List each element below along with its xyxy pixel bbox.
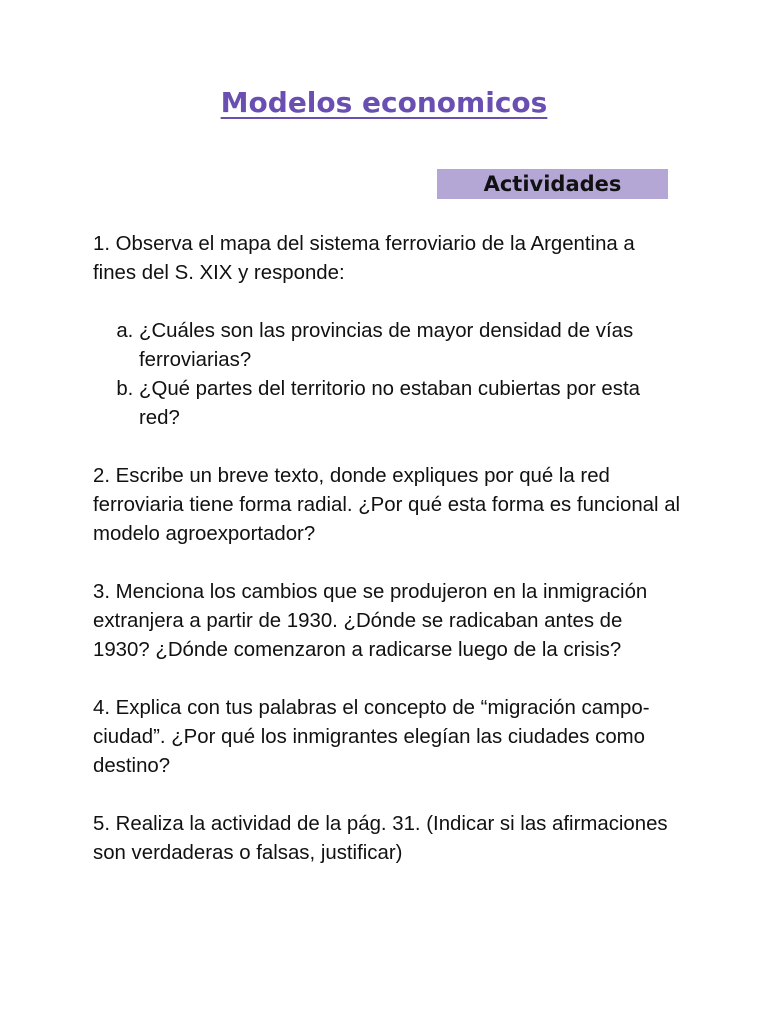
question-4: 4. Explica con tus palabras el concepto de “migración campo- ciudad”. ¿Por qué los inmigrantes elegían las ciudades como destino? <box>93 697 650 777</box>
page-title: Modelos economicos <box>220 86 548 119</box>
question-5: 5. Realiza la actividad de la pág. 31. (Indicar si las afirmaciones son verdaderas o falsas, justificar) <box>93 813 668 864</box>
question-3: 3. Menciona los cambios que se produjeron en la inmigración extranjera a partir de 1930. ¿Dónde se radicaban antes de 1930? ¿Dónde comenzaron a radicarse luego de la crisis? <box>93 581 648 661</box>
question-1: 1. Observa el mapa del sistema ferroviario de la Argentina a fines del S. XIX y responde: <box>93 233 635 284</box>
question-1-sublist <box>93 317 683 433</box>
question-2: 2. Escribe un breve texto, donde expliques por qué la red ferroviaria tiene forma radial. ¿Por qué esta forma es funcional al modelo agroexportador? <box>93 465 681 545</box>
section-label: Actividades <box>437 169 668 199</box>
question-1-item-b: b. ¿Qué partes del territorio no estaban cubiertas por esta red? <box>139 375 683 433</box>
question-1-item-a: a. ¿Cuáles son las provincias de mayor densidad de vías ferroviarias? <box>139 317 683 375</box>
activities-list <box>93 230 683 897</box>
